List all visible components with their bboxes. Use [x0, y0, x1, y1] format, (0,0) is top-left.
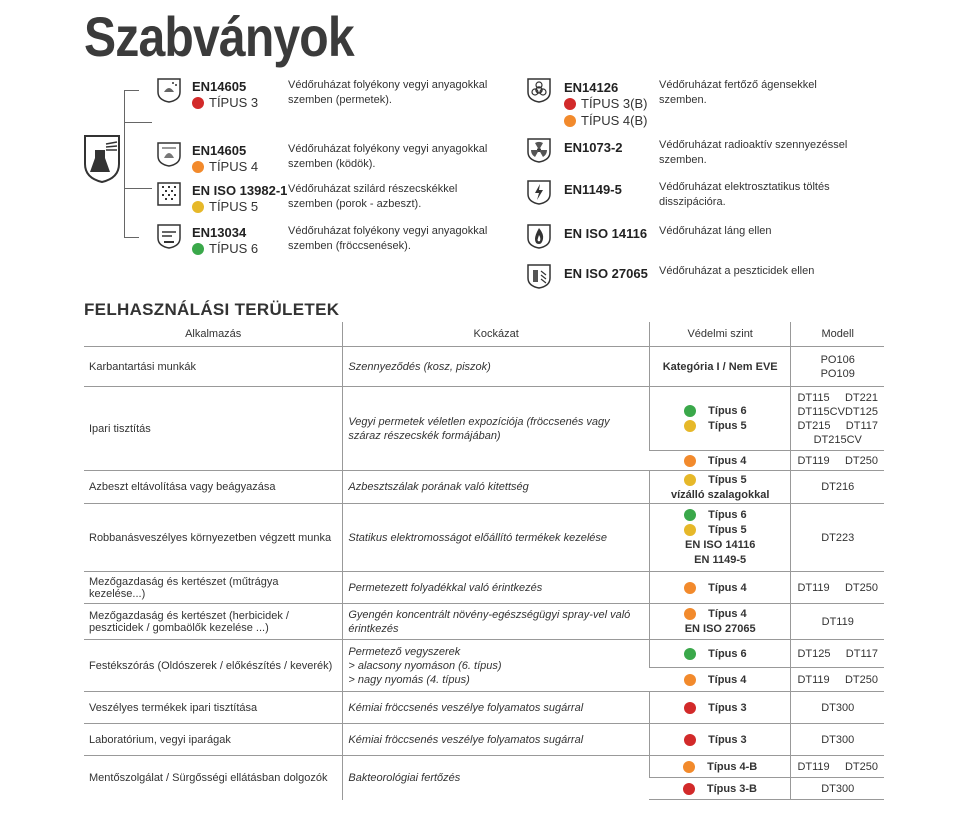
page-title: Szabványok	[84, 5, 354, 68]
radioactive-icon	[526, 136, 552, 164]
protection-line	[650, 487, 791, 502]
protection-cell	[649, 724, 791, 756]
type-label: TÍPUS 6	[209, 241, 259, 256]
table-row	[84, 387, 884, 451]
type-label: TÍPUS 4(B)	[581, 113, 648, 128]
model-cell	[791, 640, 884, 668]
model-line	[797, 433, 878, 447]
standard-code: EN1073-2	[564, 140, 623, 155]
protection-dot	[684, 420, 696, 432]
model-code: DT300	[821, 733, 855, 746]
protection-line	[649, 781, 790, 796]
model-code: DT125	[844, 405, 878, 418]
model-code: DT117	[845, 647, 878, 660]
standard-description: Védőruházat a peszticidek ellen	[659, 265, 815, 277]
protection-label: EN ISO 14116	[685, 539, 756, 551]
table-row	[84, 347, 884, 387]
standard-code: EN1149-5	[564, 182, 622, 197]
protection-label: Típus 3	[708, 733, 747, 746]
model-code: DT119	[797, 454, 830, 467]
standard-code: EN14605	[192, 79, 247, 94]
model-code: DT215CV	[813, 433, 862, 446]
model-line	[797, 531, 878, 545]
protection-cell	[649, 640, 791, 668]
header-model: Modell	[791, 322, 884, 347]
model-code: DT115CV	[797, 405, 845, 418]
protection-line	[650, 580, 791, 595]
model-code: DT119	[797, 760, 830, 773]
model-line	[797, 419, 878, 433]
protection-label: Típus 4	[708, 581, 747, 594]
type-label: TÍPUS 5	[209, 199, 259, 214]
table-row	[84, 692, 884, 724]
flame-icon	[526, 222, 552, 250]
protection-dot	[684, 509, 696, 521]
model-code: DT119	[821, 615, 854, 628]
model-code: DT300	[821, 782, 855, 795]
model-code: DT115	[797, 391, 830, 404]
biohazard-icon	[526, 76, 552, 104]
protection-dot	[684, 702, 696, 714]
protection-cell	[649, 756, 791, 778]
model-line	[797, 673, 878, 687]
model-code: DT223	[821, 531, 855, 544]
protection-line	[650, 646, 791, 661]
protection-dot	[684, 405, 696, 417]
model-cell	[791, 756, 884, 778]
protection-dot	[684, 648, 696, 660]
protection-label: Típus 5	[708, 420, 747, 432]
protection-label: Típus 3-B	[706, 782, 757, 795]
protection-line	[650, 359, 791, 374]
table-row	[84, 504, 884, 572]
standard-description: Védőruházat elektrosztatikus töltés disszipációra.	[659, 181, 830, 208]
model-code: DT250	[844, 760, 878, 773]
table-row	[84, 724, 884, 756]
protection-line	[650, 700, 791, 715]
application-cell: Azbeszt eltávolítása vagy beágyazása	[84, 471, 343, 504]
usage-table	[84, 322, 884, 800]
model-cell	[791, 387, 884, 451]
protection-dot	[684, 582, 696, 594]
risk-cell: Bakteorológiai fertőzés	[343, 756, 650, 800]
risk-cell: Vegyi permetek véletlen expozíciója (fröccsenés vagy száraz részecskék formájában)	[343, 387, 650, 471]
model-line	[797, 782, 878, 796]
type-dot	[564, 115, 576, 127]
protection-label: Típus 6	[708, 509, 747, 521]
standard-type	[192, 95, 258, 110]
protection-line	[650, 404, 791, 419]
model-line	[797, 701, 878, 715]
application-cell: Laboratórium, vegyi iparágak	[84, 724, 343, 756]
standard-description: Védőruházat folyékony vegyi anyagokkal szemben (permetek).	[288, 79, 488, 106]
table-row	[84, 604, 884, 640]
type-dot	[564, 98, 576, 110]
model-line	[797, 367, 878, 381]
type-label: TÍPUS 3	[209, 95, 259, 110]
standard-description: Védőruházat fertőző ágensekkel szemben.	[659, 79, 817, 106]
type-dot	[192, 243, 204, 255]
protection-label: Típus 4	[708, 608, 747, 620]
protection-cell	[649, 692, 791, 724]
protection-dot	[683, 761, 695, 773]
protection-dot	[684, 674, 696, 686]
protection-line	[650, 508, 791, 523]
bracket-tick	[124, 188, 152, 189]
protection-label: Típus 5	[708, 473, 747, 486]
standard-type	[564, 96, 647, 111]
protection-label: EN 1149-5	[694, 554, 747, 566]
risk-cell: Kémiai fröccsenés veszélye folyamatos sugárral	[343, 692, 650, 724]
model-code: DT300	[821, 701, 855, 714]
type-label: TÍPUS 4	[209, 159, 259, 174]
protection-line	[650, 419, 791, 434]
protection-line	[650, 472, 791, 487]
model-cell	[791, 778, 884, 800]
header-risk: Kockázat	[343, 322, 650, 347]
protection-label: Típus 6	[708, 647, 747, 660]
protection-cell	[649, 668, 791, 692]
protection-line	[650, 553, 791, 568]
table-header-row	[84, 322, 884, 347]
model-code: DT125	[797, 647, 831, 660]
protection-label: EN ISO 27065	[684, 623, 756, 635]
bracket-tick	[124, 122, 152, 123]
protection-line	[649, 453, 790, 468]
risk-cell: Statikus elektromosságot előállító termékek kezelése	[343, 504, 650, 572]
standard-code: EN14605	[192, 143, 247, 158]
model-line	[797, 391, 878, 405]
protection-dot	[684, 608, 696, 620]
model-code: DT215	[797, 419, 831, 432]
protection-cell	[649, 504, 791, 572]
application-cell: Mentőszolgálat / Sürgősségi ellátásban dolgozók	[84, 756, 343, 800]
protection-label: Típus 4-B	[707, 760, 758, 773]
protection-cell	[649, 778, 791, 800]
protection-cell	[649, 347, 791, 387]
section-title: FELHASZNÁLÁSI TERÜLETEK	[84, 300, 340, 319]
protection-label: Típus 3	[708, 701, 747, 714]
protection-line	[649, 672, 790, 687]
splash-icon	[156, 222, 182, 250]
standard-code: EN ISO 27065	[564, 266, 648, 281]
standard-code: EN ISO 14116	[564, 226, 648, 241]
protection-line	[650, 607, 791, 622]
application-cell: Robbanásveszélyes környezetben végzett munka	[84, 504, 343, 572]
protection-dot	[684, 455, 696, 467]
model-line	[797, 454, 878, 468]
model-code: DT221	[844, 391, 878, 404]
table-row	[84, 471, 884, 504]
model-cell	[791, 724, 884, 756]
model-cell	[791, 572, 884, 604]
protection-dot	[684, 474, 696, 486]
model-code: DT117	[845, 419, 878, 432]
protection-line	[650, 759, 791, 774]
model-code: DT119	[797, 581, 830, 594]
application-cell: Mezőgazdaság és kertészet (műtrágya kezelése...)	[84, 572, 343, 604]
model-code: DT250	[844, 673, 878, 686]
model-cell	[791, 471, 884, 504]
model-line	[797, 480, 878, 494]
pesticide-icon	[526, 262, 552, 290]
model-cell	[791, 692, 884, 724]
protection-dot	[684, 734, 696, 746]
standard-description: Védőruházat folyékony vegyi anyagokkal szemben (ködök).	[288, 143, 488, 170]
spray-icon	[156, 76, 182, 104]
protection-label: Típus 5	[708, 524, 747, 536]
model-code: DT119	[797, 673, 830, 686]
standard-type	[192, 159, 258, 174]
header-protection: Védelmi szint	[649, 322, 791, 347]
standard-type	[192, 199, 258, 214]
protection-cell	[649, 387, 791, 451]
model-cell	[791, 347, 884, 387]
protection-label: Típus 6	[708, 405, 747, 417]
risk-cell: Permetezett folyadékkal való érintkezés	[343, 572, 650, 604]
protection-cell	[649, 451, 791, 471]
model-cell	[791, 604, 884, 640]
risk-cell: Permetező vegyszerek > alacsony nyomáson (6. típus) > nagy nyomás (4. típus)	[343, 640, 650, 692]
protection-cell	[649, 471, 791, 504]
standard-description: Védőruházat láng ellen	[659, 225, 772, 237]
standard-code: EN ISO 13982-1	[192, 183, 288, 198]
bracket-connector	[124, 90, 139, 238]
table-row	[84, 572, 884, 604]
model-line	[797, 615, 878, 629]
standard-type	[192, 241, 258, 256]
protection-cell	[649, 572, 791, 604]
protection-line	[650, 622, 791, 637]
protection-label: vízálló szalagokkal	[670, 488, 770, 501]
model-code: DT216	[821, 481, 855, 493]
application-cell: Festékszórás (Oldószerek / előkészítés / keverék)	[84, 640, 343, 692]
risk-cell: Szennyeződés (kosz, piszok)	[343, 347, 650, 387]
model-code: PO109	[820, 367, 855, 380]
application-cell: Karbantartási munkák	[84, 347, 343, 387]
type-dot	[192, 161, 204, 173]
risk-cell: Azbesztszálak porának való kitettség	[343, 471, 650, 504]
mist-icon	[156, 140, 182, 168]
model-cell	[791, 451, 884, 471]
protection-dot	[683, 783, 695, 795]
model-line	[797, 353, 878, 367]
type-dot	[192, 97, 204, 109]
application-cell: Mezőgazdaság és kertészet (herbicidek / peszticidek / gombaölők kezelése ...)	[84, 604, 343, 640]
model-code: DT250	[844, 581, 878, 594]
protection-label: Kategória I / Nem EVE	[662, 360, 778, 373]
model-line	[797, 733, 878, 747]
type-label: TÍPUS 3(B)	[581, 96, 648, 111]
risk-cell: Gyengén koncentrált növény-egészségügyi spray-vel való érintkezés	[343, 604, 650, 640]
protection-label: Típus 4	[707, 673, 747, 686]
application-cell: Veszélyes termékek ipari tisztítása	[84, 692, 343, 724]
protection-line	[650, 732, 791, 747]
model-code: DT250	[844, 454, 878, 467]
protection-line	[650, 538, 791, 553]
chemical-protection-icon	[83, 134, 121, 184]
protection-line	[650, 523, 791, 538]
model-line	[797, 581, 878, 595]
protection-label: Típus 4	[707, 454, 747, 467]
model-line	[797, 760, 878, 774]
table-row	[84, 756, 884, 778]
table-row	[84, 640, 884, 668]
application-cell: Ipari tisztítás	[84, 387, 343, 471]
protection-dot	[684, 524, 696, 536]
model-code: PO106	[820, 353, 855, 366]
standard-type	[564, 113, 647, 128]
model-cell	[791, 668, 884, 692]
risk-cell: Kémiai fröccsenés veszélye folyamatos sugárral	[343, 724, 650, 756]
header-application: Alkalmazás	[185, 328, 242, 340]
standard-code: EN13034	[192, 225, 247, 240]
standard-code: EN14126	[564, 80, 619, 95]
standard-description: Védőruházat szilárd részecskékkel szemben (porok - azbeszt).	[288, 183, 458, 210]
model-cell	[791, 504, 884, 572]
antistatic-icon	[526, 178, 552, 206]
model-line	[797, 647, 878, 661]
type-dot	[192, 201, 204, 213]
dust-icon	[156, 180, 182, 208]
standard-description: Védőruházat radioaktív szennyezéssel szemben.	[659, 139, 848, 166]
standard-description: Védőruházat folyékony vegyi anyagokkal szemben (fröccsenések).	[288, 225, 488, 252]
protection-cell	[649, 604, 791, 640]
model-line	[797, 405, 878, 419]
